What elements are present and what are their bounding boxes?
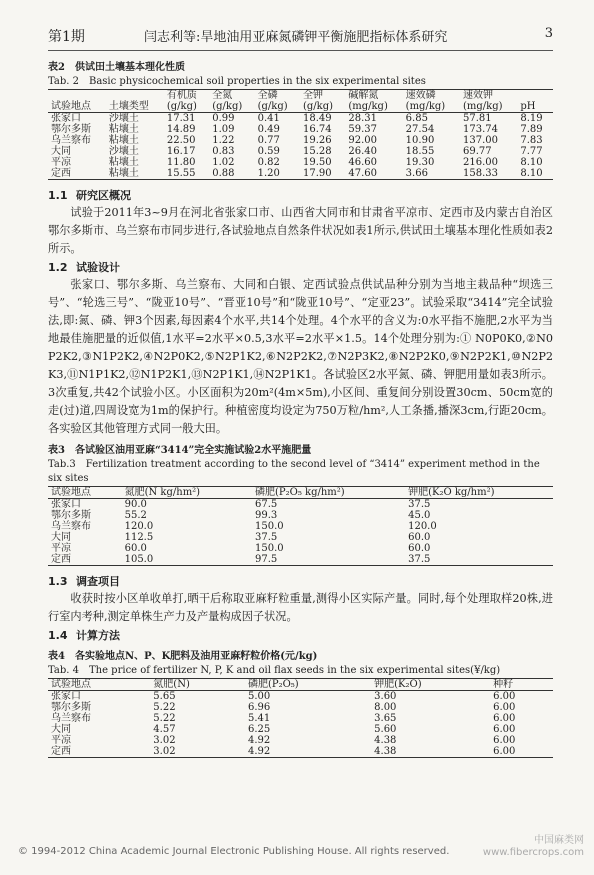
table-cell: 17.31	[166, 113, 196, 124]
table-cell: 6.96	[247, 702, 271, 713]
table-cell: 乌兰察布	[51, 135, 91, 146]
table-cell: 150.0	[255, 543, 284, 554]
table-cell: 定西	[51, 746, 71, 757]
table-cell: 粘壤土	[108, 157, 139, 168]
table-cell: 112.5	[124, 532, 154, 543]
table-cell: 99.3	[255, 510, 278, 521]
table-cell: 4.92	[247, 735, 271, 746]
table3	[48, 486, 553, 566]
table-cell: 6.00	[493, 713, 516, 724]
table-cell: 6.00	[493, 735, 516, 746]
table-cell: 18.49	[302, 113, 332, 124]
table-cell: 5.22	[153, 713, 176, 724]
running-header	[48, 20, 553, 51]
table-cell: 乌兰察布	[51, 713, 91, 724]
table-row	[48, 543, 553, 554]
table-cell: 定西	[51, 168, 71, 179]
table-cell: 10.90	[405, 135, 435, 146]
table-cell: 0.99	[212, 113, 235, 124]
header-cell: 试验地点	[48, 101, 106, 113]
section-1-3	[48, 574, 553, 626]
table-cell: 张家口	[51, 113, 81, 124]
table-cell: 3.65	[374, 713, 397, 724]
table-cell: 鄂尔多斯	[51, 510, 91, 521]
table-cell: 46.60	[348, 157, 377, 168]
table-cell: 0.88	[212, 168, 235, 179]
table-cell: 6.00	[493, 691, 516, 702]
table-cell: 60.0	[124, 543, 147, 554]
table-cell: 37.5	[408, 554, 431, 565]
section-1-1	[48, 188, 553, 258]
table4	[48, 678, 553, 758]
journal-page	[48, 20, 553, 758]
table-cell: 19.30	[405, 157, 435, 168]
table2-caption-cn: 表2 供试田土壤基本理化性质	[48, 62, 185, 73]
table-row	[48, 113, 553, 125]
header-cell: (mg/kg)	[345, 101, 402, 113]
table-cell: 4.38	[374, 746, 397, 757]
header-cell: 磷肥(P₂O₅ kg/hm²)	[252, 487, 405, 499]
watermark-line1: 中国麻类网	[534, 835, 584, 846]
section-1-2	[48, 260, 553, 438]
header-cell: 有机质	[166, 90, 197, 101]
header-cell: pH	[517, 101, 553, 113]
table-cell: 大同	[51, 532, 71, 543]
table-cell: 张家口	[51, 691, 81, 702]
header-cell: 全氮	[212, 90, 233, 101]
table3-block	[48, 444, 553, 566]
table-cell: 5.41	[247, 713, 271, 724]
header-cell: (mg/kg)	[460, 101, 517, 113]
table-cell: 1.22	[212, 135, 235, 146]
table-cell: 6.00	[493, 746, 516, 757]
table-cell: 45.0	[408, 510, 431, 521]
header-cell: 土壤类型	[106, 101, 164, 113]
header-cell: (g/kg)	[255, 101, 300, 113]
table-row	[48, 157, 553, 168]
table-cell: 6.00	[493, 724, 516, 735]
header-cell: 全磷	[257, 90, 278, 101]
table-cell: 105.0	[124, 554, 154, 565]
table-cell: 55.2	[124, 510, 147, 521]
table-cell: 5.65	[153, 691, 176, 702]
table-cell: 57.81	[463, 113, 492, 124]
header-cell: 试验地点	[48, 487, 122, 499]
table-cell: 沙壤土	[108, 146, 139, 157]
table-cell: 3.02	[153, 735, 176, 746]
copyright-footer: © 1994-2012 China Academic Journal Electronic Publishing House. All rights reserved.	[18, 846, 450, 857]
table-cell: 47.60	[348, 168, 377, 179]
table-cell: 16.17	[166, 146, 196, 157]
table-row	[48, 713, 553, 724]
table-cell: 6.00	[493, 702, 516, 713]
table-cell: 5.22	[153, 702, 176, 713]
table-cell: 15.28	[302, 146, 332, 157]
table-cell: 3.60	[374, 691, 397, 702]
table-cell: 8.00	[374, 702, 397, 713]
header-cell: (mg/kg)	[403, 101, 460, 113]
section-1-4	[48, 628, 553, 644]
table-cell: 8.19	[520, 113, 543, 124]
running-title: 闫志利等:旱地油用亚麻氮磷钾平衡施肥指标体系研究	[144, 30, 448, 45]
issue-label: 第1期	[48, 29, 85, 45]
table-cell: 26.40	[348, 146, 377, 157]
table-cell: 4.92	[247, 746, 271, 757]
table-cell: 90.0	[124, 499, 147, 510]
table-cell: 1.02	[212, 157, 235, 168]
table-cell: 120.0	[408, 521, 437, 532]
table-cell: 鄂尔多斯	[51, 702, 91, 713]
table-cell: 8.10	[520, 157, 543, 168]
table-cell: 158.33	[463, 168, 498, 179]
table-cell: 69.77	[463, 146, 492, 157]
table3-caption-cn: 表3 各试验区油用亚麻“3414”完全实施试验2水平施肥量	[48, 445, 312, 456]
page-number: 3	[544, 26, 553, 41]
table-cell: 14.89	[166, 124, 196, 135]
header-cell: 速效钾	[463, 90, 493, 101]
table-cell: 平凉	[51, 543, 71, 554]
table-cell: 7.83	[520, 135, 543, 146]
table-cell: 1.09	[212, 124, 235, 135]
table-row	[48, 124, 553, 135]
table-cell: 0.59	[257, 146, 280, 157]
table4-header-row	[48, 679, 553, 691]
table-cell: 沙壤土	[108, 113, 139, 124]
section-heading: 1.1 研究区概况	[48, 189, 131, 202]
table-cell: 0.77	[257, 135, 280, 146]
table-row	[48, 702, 553, 713]
table-cell: 6.85	[405, 113, 428, 124]
table-row	[48, 735, 553, 746]
watermark	[483, 835, 584, 859]
table-row	[48, 746, 553, 758]
table-cell: 15.55	[166, 168, 196, 179]
table-row	[48, 146, 553, 157]
table2-caption-en: Tab. 2 Basic physicochemical soil properties in the six experimental sites	[48, 76, 426, 87]
table2-block	[48, 61, 553, 180]
table-cell: 28.31	[348, 113, 377, 124]
table4-caption-en: Tab. 4 The price of fertilizer N, P, K and oil flax seeds in the six experimental sites(¥/kg)	[48, 665, 501, 676]
table-cell: 17.90	[302, 168, 332, 179]
table-row	[48, 554, 553, 566]
header-cell: 氮肥(N kg/hm²)	[122, 487, 252, 499]
section-body: 收获时按小区单收单打,晒干后称取亚麻籽粒重量,测得小区实际产量。同时,每个处理取样20株,进行室内考种,测定单株生产力及产量构成因子状况。	[48, 592, 553, 623]
table-cell: 大同	[51, 724, 71, 735]
table-cell: 60.0	[408, 543, 431, 554]
table-row	[48, 168, 553, 180]
header-cell: 氮肥(N)	[150, 679, 245, 691]
header-cell: 种籽	[490, 679, 553, 691]
section-heading: 1.2 试验设计	[48, 261, 120, 274]
table-cell: 3.66	[405, 168, 428, 179]
header-cell	[106, 90, 164, 102]
table-cell: 粘壤土	[108, 135, 139, 146]
table-row	[48, 521, 553, 532]
section-body: 试验于2011年3~9月在河北省张家口市、山西省大同市和甘肃省平凉市、定西市及内蒙古自治区鄂尔多斯市、乌兰察布市同步进行,各试验地点自然条件状况如表1所示,供试田土壤基本理化性质如表2所示。	[48, 206, 553, 255]
header-cell: (g/kg)	[164, 101, 209, 113]
header-cell: 钾肥(K₂O kg/hm²)	[405, 487, 553, 499]
table-cell: 0.82	[257, 157, 280, 168]
table2-header-row-units	[48, 90, 553, 102]
table-cell: 0.49	[257, 124, 280, 135]
header-cell: (g/kg)	[300, 101, 345, 113]
table-cell: 平凉	[51, 157, 71, 168]
header-cell: 速效磷	[405, 90, 436, 101]
header-cell: 钾肥(K₂O)	[371, 679, 490, 691]
table-row	[48, 510, 553, 521]
table-cell: 7.89	[520, 124, 543, 135]
table-cell: 1.20	[257, 168, 280, 179]
table-cell: 216.00	[463, 157, 498, 168]
table-cell: 乌兰察布	[51, 521, 91, 532]
table-cell: 鄂尔多斯	[51, 124, 91, 135]
table-cell: 6.25	[247, 724, 271, 735]
table-cell: 3.02	[153, 746, 176, 757]
header-cell: 碱解氮	[348, 90, 379, 101]
header-cell	[517, 90, 553, 102]
table-cell: 8.10	[520, 168, 543, 179]
table-cell: 120.0	[124, 521, 154, 532]
table-cell: 0.83	[212, 146, 235, 157]
table-cell: 4.57	[153, 724, 176, 735]
watermark-line2: www.fibercrops.com	[482, 847, 584, 858]
table-cell: 37.5	[255, 532, 278, 543]
table-cell: 97.5	[255, 554, 278, 565]
table-cell: 137.00	[463, 135, 498, 146]
table-row	[48, 499, 553, 511]
table-cell: 27.54	[405, 124, 435, 135]
table-cell: 定西	[51, 554, 71, 565]
table-cell: 5.60	[374, 724, 397, 735]
table-cell: 7.77	[520, 146, 543, 157]
table2-header-row	[48, 101, 553, 113]
table-cell: 5.00	[247, 691, 271, 702]
table4-caption-cn: 表4 各实验地点N、P、K肥料及油用亚麻籽粒价格(元/kg)	[48, 651, 318, 662]
table-cell: 22.50	[166, 135, 196, 146]
table-cell: 37.5	[408, 499, 431, 510]
table2	[48, 89, 553, 180]
header-cell	[48, 90, 106, 102]
section-heading: 1.3 调查项目	[48, 575, 120, 588]
table4-block	[48, 650, 553, 758]
table-cell: 150.0	[255, 521, 284, 532]
table-cell: 18.55	[405, 146, 435, 157]
table-row	[48, 135, 553, 146]
table-row	[48, 532, 553, 543]
table-cell: 19.26	[302, 135, 332, 146]
table-cell: 67.5	[255, 499, 278, 510]
header-cell: (g/kg)	[209, 101, 254, 113]
table-cell: 11.80	[166, 157, 196, 168]
table-cell: 60.0	[408, 532, 431, 543]
section-body: 张家口、鄂尔多斯、乌兰察布、大同和白银、定西试验点供试品种分别为当地主栽品种“坝选三号”、“轮选三号”、“陇亚10号”、“晋亚10号”和“陇亚10号”、“定亚23”。试验采取“3414”完全试验法,即:氮、磷、钾3个因素,每因素4个水平,共14个处理。4个水平的含义为:0水平指不施肥,2水平为当地最佳施肥量的近似值,1水平=2水平×0.5,3水平=2水平×1.5。14个处理分别为:① N0P0K0,②N0P2K2,③N1P2K2,④N2P0K2,⑤N2P1K2,⑥N2P2K2,⑦N2P3K2,⑧N2P2K0,⑨N2P2K1,⑩N2P2K3,⑪N1P1K2,⑫N1P2K1,⑬N2P1K1,⑭N2P1K1。各试验区2水平氮、磷、钾肥用量如表3所示。3次重复,共42个试验小区。小区面积为20m²(4m×5m),小区间、重复间分别设置30cm、50cm宽的走(过)道,四周设宽为1m的保护行。种植密度均设定为750万粒/hm²,人工条播,播深3cm,行距20cm。各实验区其他管理方式同一般大田。	[48, 278, 553, 435]
header-cell: 磷肥(P₂O₅)	[245, 679, 371, 691]
table-cell: 59.37	[348, 124, 377, 135]
header-cell: 试验地点	[48, 679, 150, 691]
section-heading: 1.4 计算方法	[48, 629, 120, 642]
table-cell: 大同	[51, 146, 71, 157]
table-cell: 92.00	[348, 135, 377, 146]
table-row	[48, 691, 553, 703]
table-cell: 0.41	[257, 113, 280, 124]
table-row	[48, 724, 553, 735]
table-cell: 173.74	[463, 124, 498, 135]
table-cell: 平凉	[51, 735, 71, 746]
table-cell: 16.74	[302, 124, 332, 135]
table3-caption-en: Tab.3 Fertilization treatment according to the second level of “3414” experiment method in the six sites	[48, 459, 540, 484]
table-cell: 4.38	[374, 735, 397, 746]
table-cell: 粘壤土	[108, 168, 139, 179]
table-cell: 张家口	[51, 499, 81, 510]
table3-header-row	[48, 487, 553, 499]
table-cell: 粘壤土	[108, 124, 139, 135]
header-cell: 全钾	[302, 90, 323, 101]
table-cell: 19.50	[302, 157, 332, 168]
